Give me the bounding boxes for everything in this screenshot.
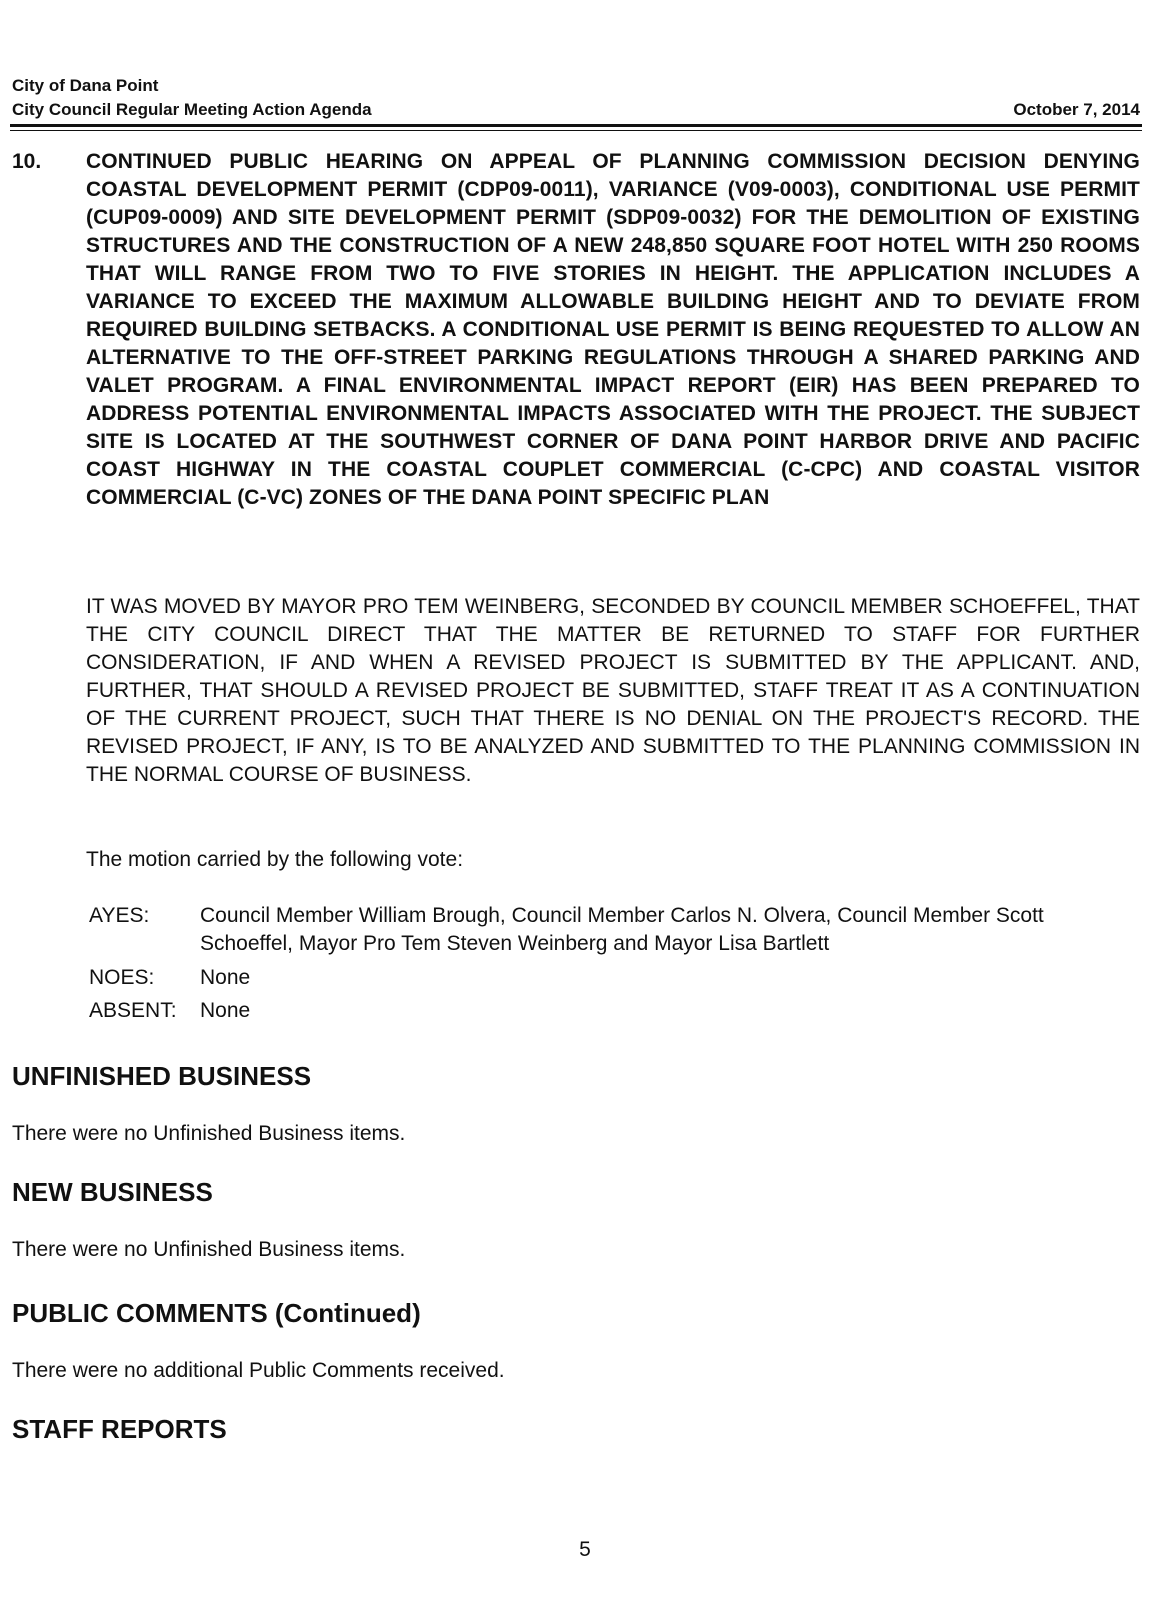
vote-absent-row [89, 997, 1149, 1025]
vote-intro: The motion carried by the following vote: [86, 848, 464, 871]
item-number: 10. [12, 150, 42, 173]
vote-ayes-value: Council Member William Brough, Council Member Carlos N. Olvera, Council Member Scott Schoeffel, Mayor Pro Tem Steven Weinberg and Mayor Lisa Bartlett [200, 904, 1044, 955]
header-date: October 7, 2014 [1013, 100, 1140, 119]
header-rule-thin [10, 130, 1142, 131]
unfinished-business-heading: UNFINISHED BUSINESS [12, 1061, 312, 1091]
vote-ayes-row [89, 902, 1149, 958]
vote-absent-value: None [200, 999, 251, 1022]
header-rule-thick [10, 124, 1142, 127]
vote-absent-label: ABSENT: [89, 999, 177, 1022]
public-comments-heading: PUBLIC COMMENTS (Continued) [12, 1298, 421, 1328]
vote-noes-row [89, 964, 1149, 992]
header-row [12, 100, 1140, 120]
staff-reports-heading: STAFF REPORTS [12, 1414, 227, 1444]
unfinished-business-text: There were no Unfinished Business items. [12, 1122, 406, 1145]
vote-noes-value: None [200, 966, 251, 989]
new-business-text: There were no Unfinished Business items. [12, 1238, 406, 1261]
page-number: 5 [579, 1538, 591, 1561]
motion-text: IT WAS MOVED BY MAYOR PRO TEM WEINBERG, SECONDED BY COUNCIL MEMBER SCHOEFFEL, THAT THE CITY COUNCIL DIRECT THAT THE MATTER BE RETURNED TO STAFF FOR FURTHER CONSIDERATION, IF AND WHEN A REVISED PROJECT IS SUBMITTED BY THE APPLICANT. AND, FURTHER, THAT SHOULD A REVISED PROJECT BE SUBMITTED, STAFF TREAT IT AS A CONTINUATION OF THE CURRENT PROJECT, SUCH THAT THERE IS NO DENIAL ON THE PROJECT'S RECORD. THE REVISED PROJECT, IF ANY, IS TO BE ANALYZED AND SUBMITTED TO THE PLANNING COMMISSION IN THE NORMAL COURSE OF BUSINESS. [86, 595, 1140, 786]
public-comments-text: There were no additional Public Comments received. [12, 1359, 505, 1382]
vote-noes-label: NOES: [89, 966, 155, 989]
header-organization: City of Dana Point [12, 76, 159, 95]
new-business-heading: NEW BUSINESS [12, 1177, 213, 1207]
vote-ayes-label: AYES: [89, 904, 150, 927]
header-document-title: City Council Regular Meeting Action Agenda [12, 100, 372, 119]
item-title: CONTINUED PUBLIC HEARING ON APPEAL OF PLANNING COMMISSION DECISION DENYING COASTAL DEVELOPMENT PERMIT (CDP09-0011), VARIANCE (V09-0003), CONDITIONAL USE PERMIT (CUP09-0009) AND SITE DEVELOPMENT PERMIT (SDP09-0032) FOR THE DEMOLITION OF EXISTING STRUCTURES AND THE CONSTRUCTION OF A NEW 248,850 SQUARE FOOT HOTEL WITH 250 ROOMS THAT WILL RANGE FROM TWO TO FIVE STORIES IN HEIGHT. THE APPLICATION INCLUDES A VARIANCE TO EXCEED THE MAXIMUM ALLOWABLE BUILDING HEIGHT AND TO DEVIATE FROM REQUIRED BUILDING SETBACKS. A CONDITIONAL USE PERMIT IS BEING REQUESTED TO ALLOW AN ALTERNATIVE TO THE OFF-STREET PARKING REGULATIONS THROUGH A SHARED PARKING AND VALET PROGRAM. A FINAL ENVIRONMENTAL IMPACT REPORT (EIR) HAS BEEN PREPARED TO ADDRESS POTENTIAL ENVIRONMENTAL IMPACTS ASSOCIATED WITH THE PROJECT. THE SUBJECT SITE IS LOCATED AT THE SOUTHWEST CORNER OF DANA POINT HARBOR DRIVE AND PACIFIC COAST HIGHWAY IN THE COASTAL COUPLET COMMERCIAL (C-CPC) AND COASTAL VISITOR COMMERCIAL (C-VC) ZONES OF THE DANA POINT SPECIFIC PLAN [86, 150, 1140, 509]
